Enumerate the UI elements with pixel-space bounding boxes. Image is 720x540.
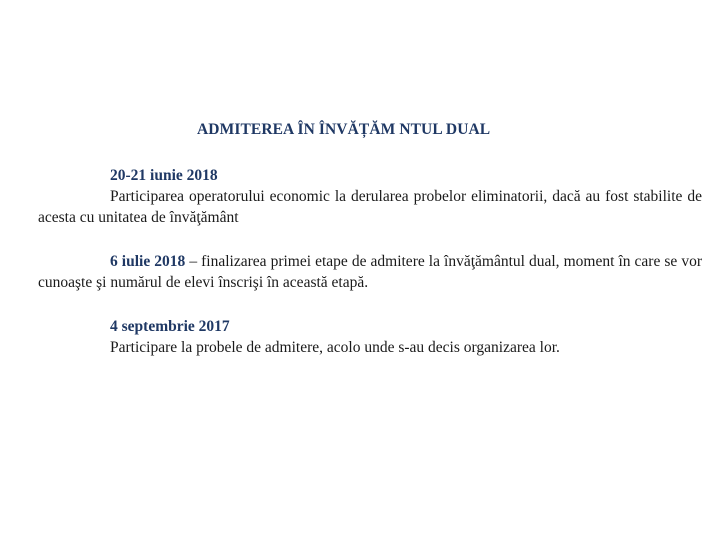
entry-date: 4 septembrie 2017	[110, 318, 230, 335]
timeline-entry-3	[38, 316, 702, 358]
entry-date: 20-21 iunie 2018	[110, 167, 218, 184]
entry-date: 6 iulie 2018	[110, 253, 186, 270]
entry-description: finalizarea primei etape de admitere la învăţământul dual, moment în care se vor cunoaşte şi numărul de elevi înscrişi în această etapă.	[38, 253, 703, 291]
entry-description: Participarea operatorului economic la derularea probelor eliminatorii, dacă au fost stabilite de acesta cu unitatea de învăţământ	[38, 188, 702, 226]
timeline-entry-2	[38, 251, 702, 293]
page-title: ADMITEREA ÎN ÎNVĂȚĂM NTUL DUAL	[197, 121, 491, 138]
timeline-entry-1	[38, 165, 702, 228]
entry-description: Participare la probele de admitere, acolo unde s-au decis organizarea lor.	[110, 339, 560, 356]
entry-separator: –	[185, 253, 202, 270]
